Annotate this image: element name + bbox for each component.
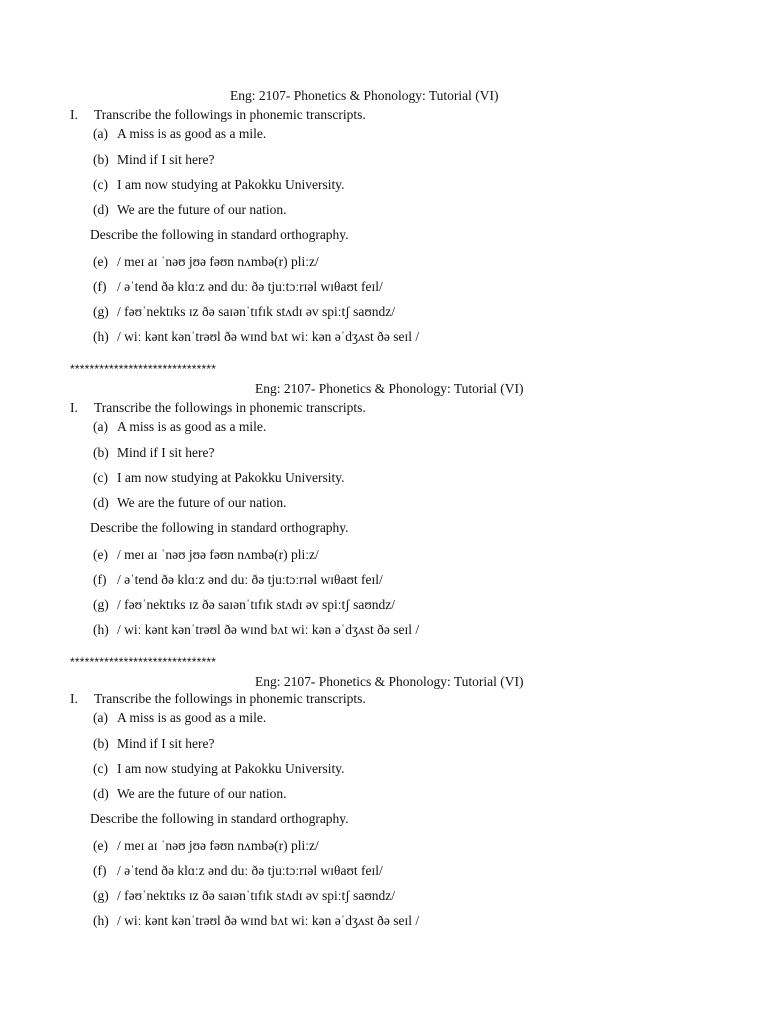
tutorial-title: Eng: 2107- Phonetics & Phonology: Tutorial (VI) bbox=[230, 88, 499, 103]
transcription-text: / wiː kənt kənˈtrəʊl ðə wɪnd bʌt wiː kən əˈdʒʌst ðə seɪl / bbox=[117, 329, 420, 344]
item-label: (h) bbox=[93, 329, 109, 344]
transcription-text: / fəʊˈnektɪks ɪz ðə saɪənˈtɪfɪk stʌdɪ əv spiːtʃ saʊndz/ bbox=[117, 597, 396, 612]
item-label: (d) bbox=[93, 495, 109, 510]
item-text: Mind if I sit here? bbox=[117, 736, 215, 751]
transcription-text: / fəʊˈnektɪks ɪz ðə saɪənˈtɪfɪk stʌdɪ əv spiːtʃ saʊndz/ bbox=[117, 304, 396, 319]
section-number: I. bbox=[70, 691, 78, 706]
transcription-text: / wiː kənt kənˈtrəʊl ðə wɪnd bʌt wiː kən əˈdʒʌst ðə seɪl / bbox=[117, 913, 420, 928]
transcription-text: / meɪ aɪ ˈnəʊ jʊə fəʊn nʌmbə(r) pliːz/ bbox=[117, 547, 319, 562]
item-text: Mind if I sit here? bbox=[117, 445, 215, 460]
transcription-text: / meɪ aɪ ˈnəʊ jʊə fəʊn nʌmbə(r) pliːz/ bbox=[117, 838, 319, 853]
section-instruction: Transcribe the followings in phonemic transcripts. bbox=[94, 400, 366, 415]
item-text: We are the future of our nation. bbox=[117, 495, 287, 510]
section-number: I. bbox=[70, 107, 78, 122]
item-text: A miss is as good as a mile. bbox=[117, 419, 267, 434]
tutorial-title: Eng: 2107- Phonetics & Phonology: Tutorial (VI) bbox=[255, 674, 524, 689]
item-label: (f) bbox=[93, 572, 107, 587]
item-label: (g) bbox=[93, 597, 109, 612]
section-instruction: Transcribe the followings in phonemic transcripts. bbox=[94, 691, 366, 706]
transcription-text: / əˈtend ðə klɑːz ənd duː ðə tjuːtɔːrɪəl wɪθaʊt feɪl/ bbox=[117, 279, 383, 294]
item-text: A miss is as good as a mile. bbox=[117, 126, 267, 141]
item-label: (a) bbox=[93, 126, 108, 141]
item-label: (c) bbox=[93, 177, 108, 192]
item-label: (d) bbox=[93, 202, 109, 217]
item-label: (b) bbox=[93, 152, 109, 167]
item-text: Mind if I sit here? bbox=[117, 152, 215, 167]
item-text: I am now studying at Pakokku University. bbox=[117, 177, 345, 192]
tutorial-block-1 bbox=[0, 88, 768, 378]
item-label: (f) bbox=[93, 863, 107, 878]
section-instruction: Transcribe the followings in phonemic transcripts. bbox=[94, 107, 366, 122]
item-text: We are the future of our nation. bbox=[117, 202, 287, 217]
section2-instruction: Describe the following in standard orthography. bbox=[90, 811, 349, 826]
tutorial-block-3 bbox=[0, 674, 768, 964]
tutorial-block-2 bbox=[0, 381, 768, 671]
item-text: A miss is as good as a mile. bbox=[117, 710, 267, 725]
item-label: (h) bbox=[93, 622, 109, 637]
transcription-text: / meɪ aɪ ˈnəʊ jʊə fəʊn nʌmbə(r) pliːz/ bbox=[117, 254, 319, 269]
item-text: I am now studying at Pakokku University. bbox=[117, 470, 345, 485]
item-label: (c) bbox=[93, 761, 108, 776]
item-label: (b) bbox=[93, 445, 109, 460]
section2-instruction: Describe the following in standard orthography. bbox=[90, 227, 349, 242]
item-label: (d) bbox=[93, 786, 109, 801]
section2-instruction: Describe the following in standard orthography. bbox=[90, 520, 349, 535]
item-label: (a) bbox=[93, 710, 108, 725]
item-label: (e) bbox=[93, 254, 108, 269]
transcription-text: / fəʊˈnektɪks ɪz ðə saɪənˈtɪfɪk stʌdɪ əv spiːtʃ saʊndz/ bbox=[117, 888, 396, 903]
tutorial-title: Eng: 2107- Phonetics & Phonology: Tutorial (VI) bbox=[255, 381, 524, 396]
transcription-text: / əˈtend ðə klɑːz ənd duː ðə tjuːtɔːrɪəl wɪθaʊt feɪl/ bbox=[117, 572, 383, 587]
item-label: (c) bbox=[93, 470, 108, 485]
transcription-text: / wiː kənt kənˈtrəʊl ðə wɪnd bʌt wiː kən əˈdʒʌst ðə seɪl / bbox=[117, 622, 420, 637]
section-number: I. bbox=[70, 400, 78, 415]
item-text: We are the future of our nation. bbox=[117, 786, 287, 801]
item-label: (f) bbox=[93, 279, 107, 294]
item-label: (e) bbox=[93, 547, 108, 562]
separator-line: ****************************** bbox=[70, 655, 217, 669]
item-label: (g) bbox=[93, 888, 109, 903]
separator-line: ****************************** bbox=[70, 362, 217, 376]
item-label: (a) bbox=[93, 419, 108, 434]
item-label: (h) bbox=[93, 913, 109, 928]
item-label: (e) bbox=[93, 838, 108, 853]
item-label: (b) bbox=[93, 736, 109, 751]
item-text: I am now studying at Pakokku University. bbox=[117, 761, 345, 776]
transcription-text: / əˈtend ðə klɑːz ənd duː ðə tjuːtɔːrɪəl wɪθaʊt feɪl/ bbox=[117, 863, 383, 878]
item-label: (g) bbox=[93, 304, 109, 319]
